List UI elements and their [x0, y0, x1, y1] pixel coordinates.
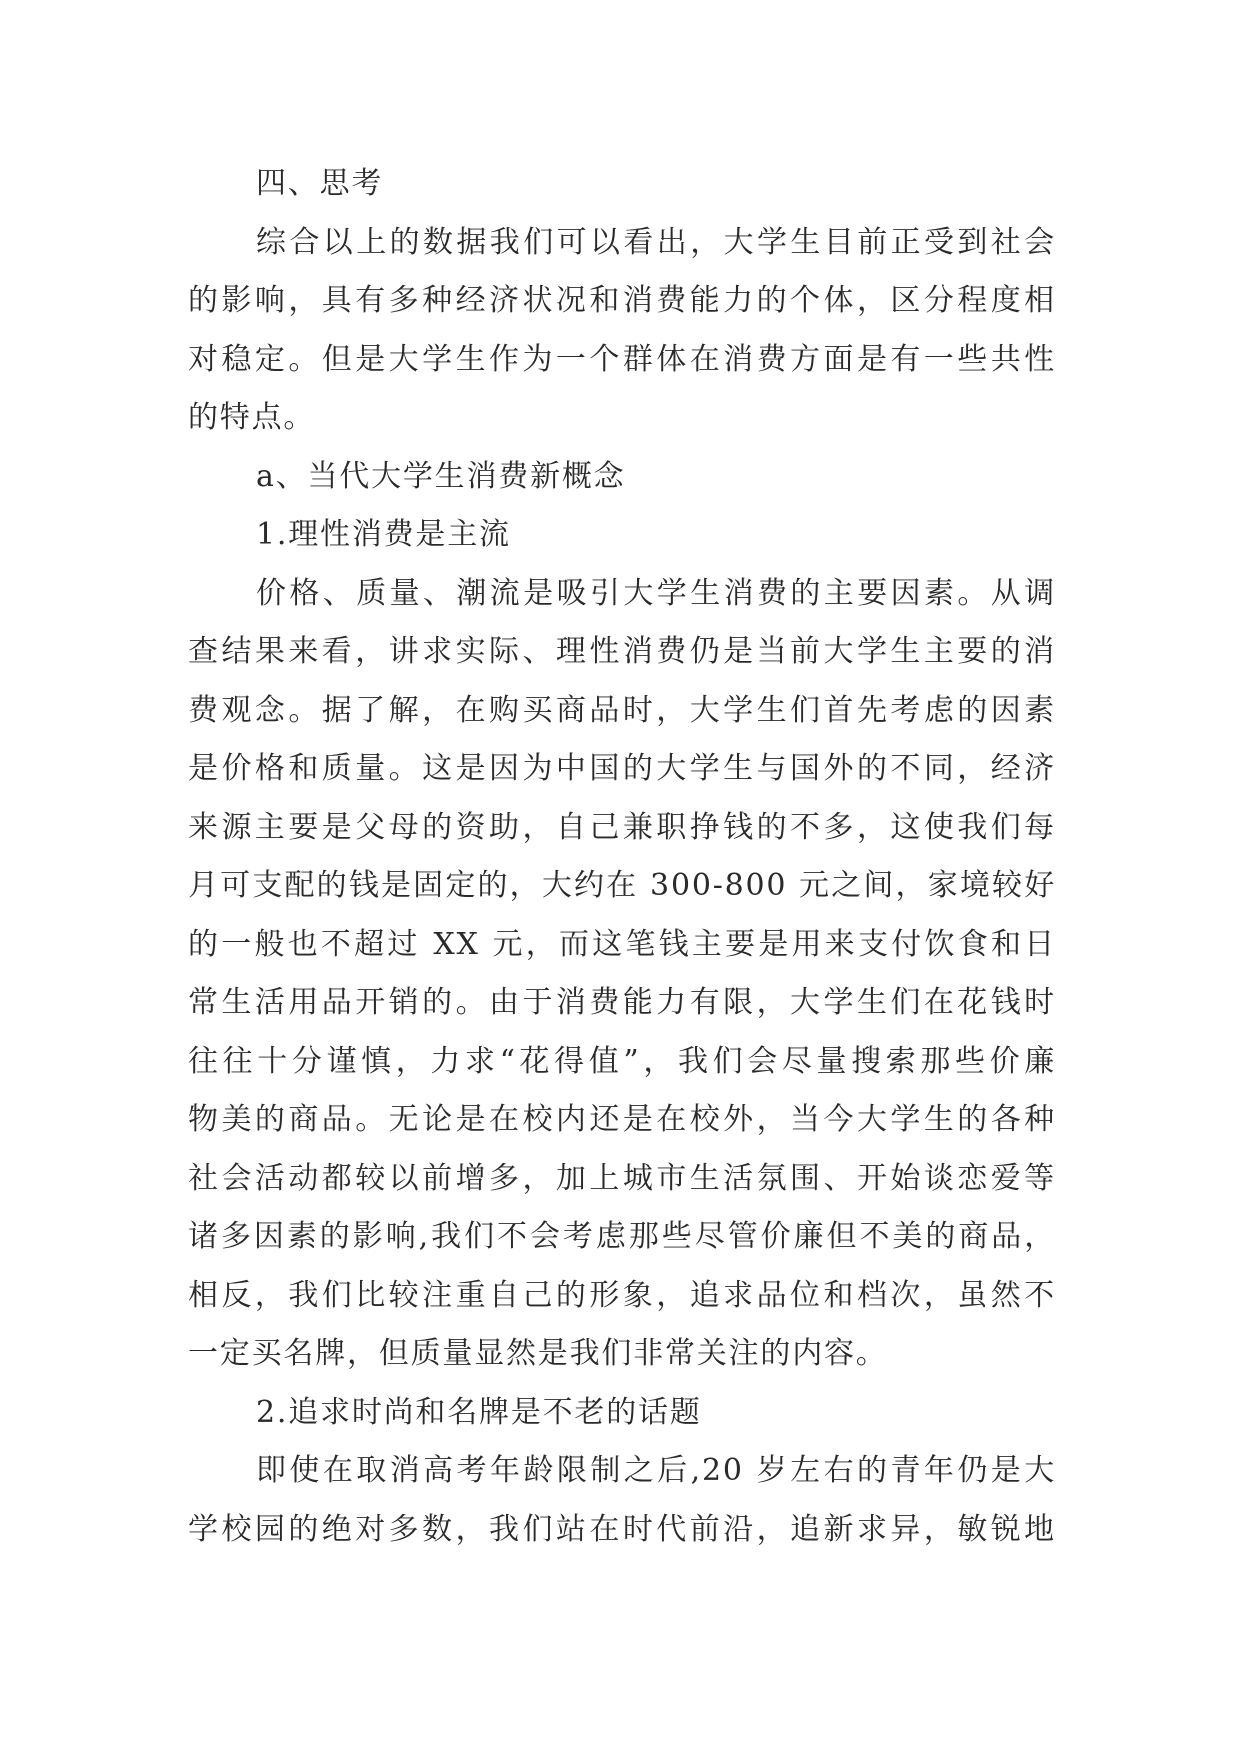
text-line: 物美的商品。无论是在校内还是在校外，当今大学生的各种 — [188, 1102, 1056, 1137]
text-line: 社会活动都较以前增多，加上城市生活氛围、开始谈恋爱等 — [188, 1160, 1056, 1196]
text-line: 查结果来看，讲求实际、理性消费仍是当前大学生主要的消 — [188, 634, 1056, 669]
text-line: 往往十分谨慎，力求“花得值”，我们会尽量搜索那些价廉 — [188, 1043, 1056, 1079]
text-line: 月可支配的钱是固定的，大约在 300-800 元之间，家境较好 — [188, 868, 1056, 903]
text-line: a、当代大学生消费新概念 — [256, 458, 626, 494]
text-line: 相反，我们比较注重自己的形象，追求品位和档次，虽然不 — [188, 1277, 1056, 1313]
text-line: 价格、质量、潮流是吸引大学生消费的主要因素。从调 — [256, 575, 1056, 611]
text-line: 学校园的绝对多数，我们站在时代前沿，追新求异，敏锐地 — [188, 1511, 1056, 1547]
text-line: 来源主要是父母的资助，自己兼职挣钱的不多，这使我们每 — [188, 809, 1056, 845]
text-line: 常生活用品开销的。由于消费能力有限，大学生们在花钱时 — [188, 985, 1056, 1020]
text-line: 诸多因素的影响,我们不会考虑那些尽管价廉但不美的商品， — [188, 1219, 1056, 1254]
text-line: 的影响，具有多种经济状况和消费能力的个体，区分程度相 — [188, 283, 1056, 318]
text-line: 是价格和质量。这是因为中国的大学生与国外的不同，经济 — [188, 751, 1056, 786]
text-line: 一定买名牌，但质量显然是我们非常关注的内容。 — [188, 1336, 888, 1371]
text-line: 即使在取消高考年龄限制之后,20 岁左右的青年仍是大 — [256, 1453, 1056, 1488]
text-line: 四、思考 — [256, 166, 384, 201]
text-line: 2.追求时尚和名牌是不老的话题 — [256, 1394, 702, 1430]
document-page — [188, 155, 1056, 1559]
text-line: 费观念。据了解，在购买商品时，大学生们首先考虑的因素 — [188, 692, 1056, 728]
text-line: 对稳定。但是大学生作为一个群体在消费方面是有一些共性 — [188, 341, 1056, 377]
text-line: 综合以上的数据我们可以看出，大学生目前正受到社会 — [256, 224, 1056, 260]
text-line: 的一般也不超过 XX 元，而这笔钱主要是用来支付饮食和日 — [188, 926, 1056, 962]
text-line: 的特点。 — [188, 400, 316, 435]
text-line: 1.理性消费是主流 — [256, 517, 511, 552]
